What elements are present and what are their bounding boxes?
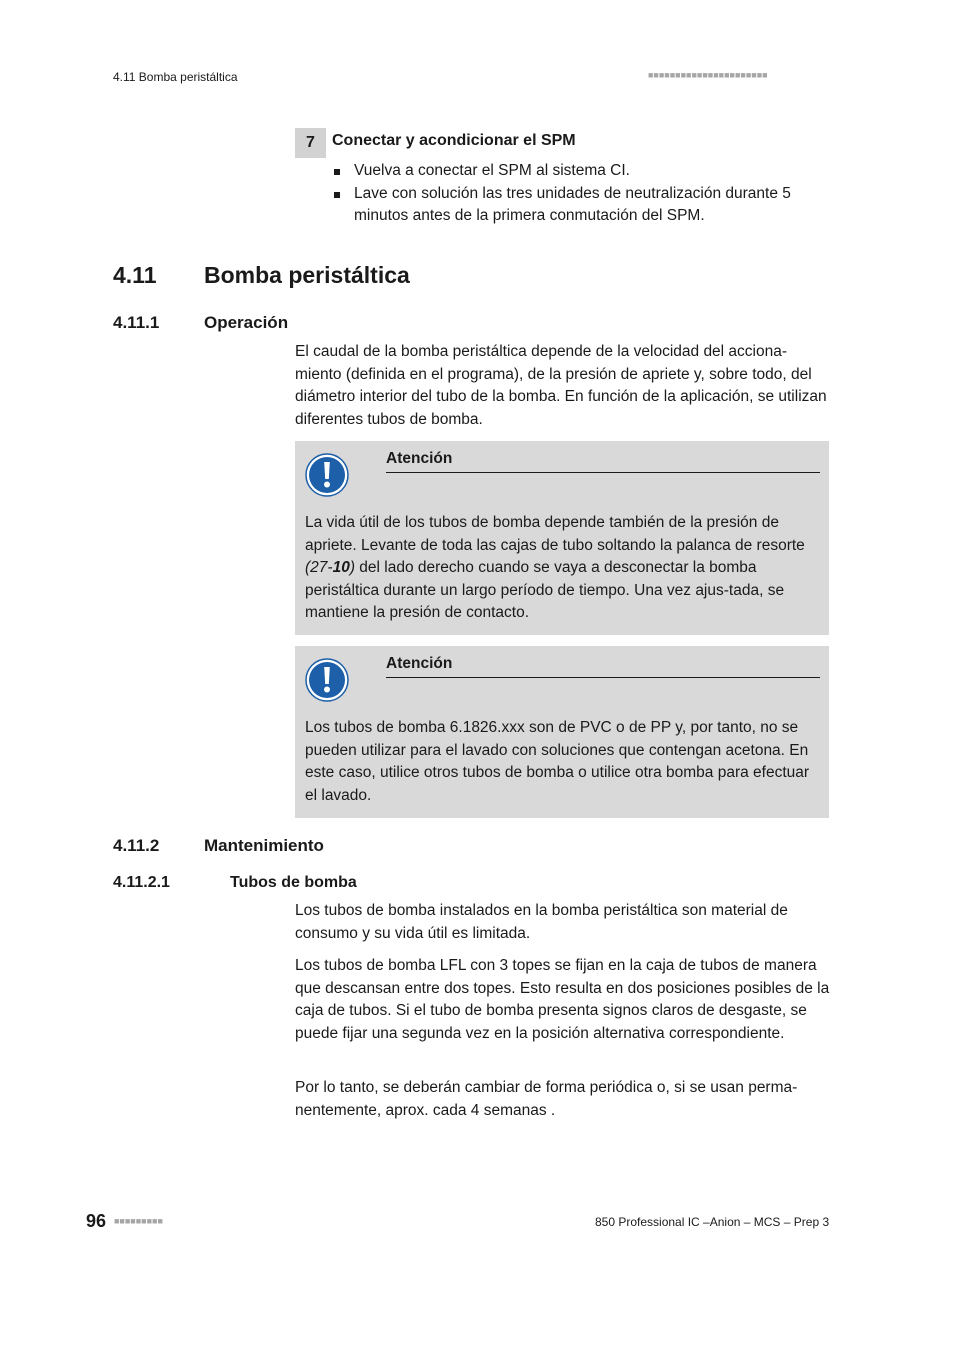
notice-divider [386,472,820,473]
subsubsection-title: Tubos de bomba [230,874,357,891]
subsection-title: Operación [204,313,289,332]
subsection-number: 4.11.2 [113,836,160,855]
step-bullet-list [332,160,832,228]
exclamation-icon [305,658,349,702]
footer-document-title: 850 Professional IC –Anion – MCS – Prep 3 [595,1215,830,1229]
list-item: Vuelva a conectar el SPM al sistema CI. [332,160,832,183]
notice-label: Atención [386,450,453,467]
tubes-paragraph-3: Por lo tanto, se deberán cambiar de forma periódica o, si se usan perma-nentemente, aprox. cada 4 semanas . [295,1079,798,1119]
section-number: 4.11 [113,262,157,288]
tubes-paragraph-1: Los tubos de bomba instalados en la bomba peristáltica son material de consumo y su vida útil es limitada. [295,902,788,942]
attention-notice-1 [295,441,829,635]
subsubsection-number: 4.11.2.1 [113,874,170,891]
subsection-number: 4.11.1 [113,313,160,332]
page-number: 96 [86,1211,107,1231]
footer-decorative-dots: ■■■■■■■■■ [114,1216,163,1226]
subsection-heading-operacion [113,313,288,333]
list-item: Lave con solución las tres unidades de neutralización durante 5 minutos antes de la primera conmutación del SPM. [332,183,832,228]
attention-notice-2 [295,646,829,818]
section-heading [113,262,410,289]
subsection-title: Mantenimiento [204,836,324,855]
exclamation-icon [305,453,349,497]
notice-text: Los tubos de bomba 6.1826.xxx son de PVC o de PP y, por tanto, no se pueden utilizar para el lavado con soluciones que contengan acetona. En este caso, utilice otros tubos de bomba o utilice otra bomba para efectuar el lavado. [305,719,810,804]
operation-paragraph: El caudal de la bomba peristáltica depende de la velocidad del acciona-miento (definida en el programa), de la presión de apriete y, sobre todo, del diámetro interior del tubo de la bomba. En función de la aplicación, se utilizan diferentes tubos de bomba. [295,343,827,428]
section-title: Bomba peristáltica [204,262,410,288]
step-number-badge: 7 [295,128,326,158]
notice-text: La vida útil de los tubos de bomba depende también de la presión de apriete. Levante de toda las cajas de tubo soltando la palanca de resorte (27-10) del lado derecho cuando se vaya a desconectar la bomba peristáltica durante un largo período de tiempo. Una vez ajus-tada, se mantiene la presión de contacto. [305,514,805,621]
subsubsection-heading-tubos [113,874,357,892]
header-decorative-dots: ■■■■■■■■■■■■■■■■■■■■■■ [648,70,768,80]
step-title: Conectar y acondicionar el SPM [332,132,576,149]
running-header-title: 4.11 Bomba peristáltica [113,70,238,84]
subsection-heading-mantenimiento [113,836,324,856]
notice-label: Atención [386,655,453,672]
tubes-paragraph-2: Los tubos de bomba LFL con 3 topes se fijan en la caja de tubos de manera que descansan entre dos topes. Esto resulta en dos posiciones posibles de la caja de tubos. Si el tubo de bomba presenta signos claros de desgaste, se puede fijar una segunda vez en la posición alternativa correspondiente. [295,957,830,1042]
notice-divider [386,677,820,678]
